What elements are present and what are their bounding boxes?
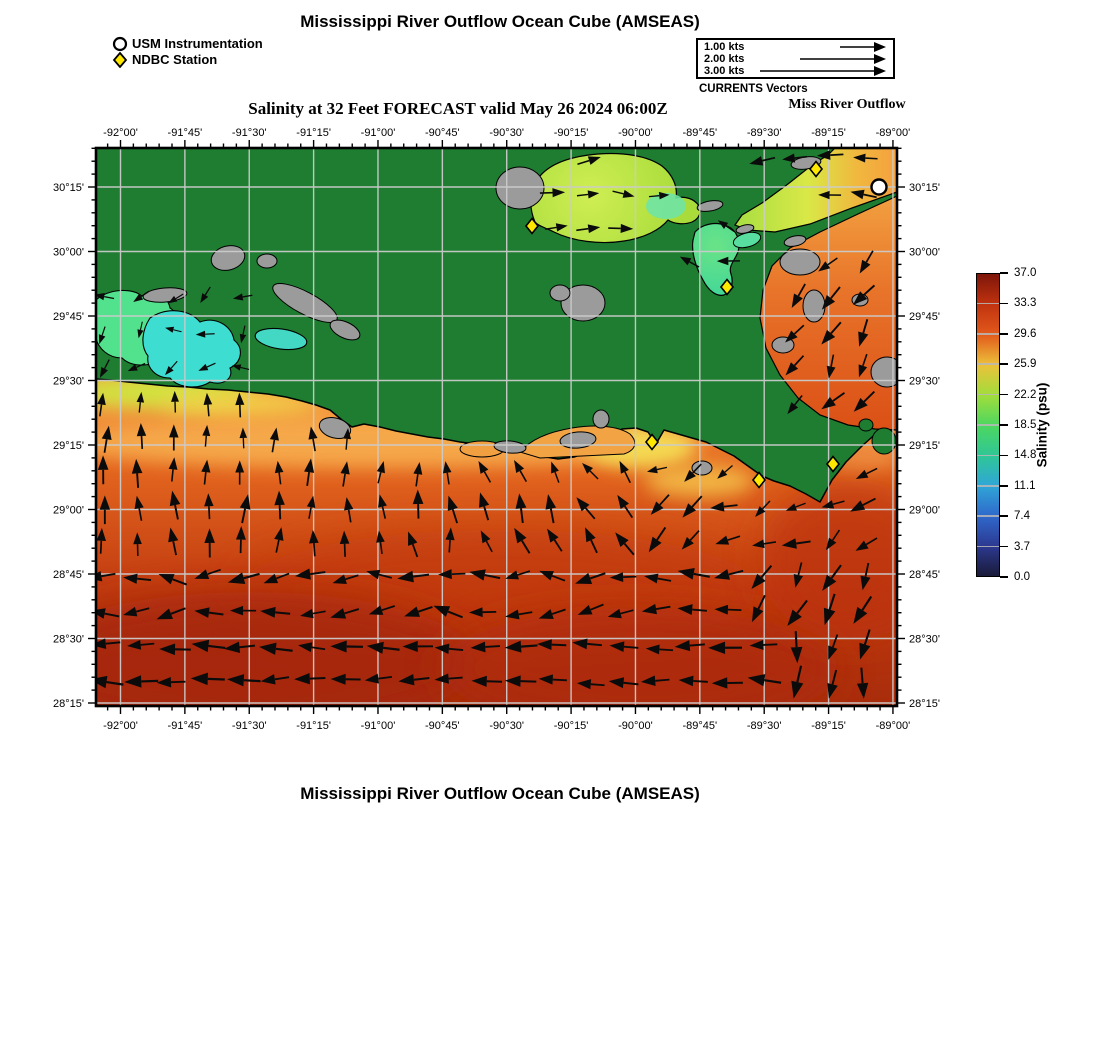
lon-tick-label: -90°45' — [425, 127, 460, 139]
lon-tick-label: -89°00' — [875, 127, 911, 139]
lon-tick-label: -91°30' — [231, 720, 267, 732]
colorbar-tick-label: 3.7 — [1014, 540, 1030, 553]
lat-tick-label: 29°00' — [53, 504, 84, 517]
colorbar-gridline — [977, 546, 999, 548]
colorbar-tick-label: 0.0 — [1014, 571, 1030, 583]
colorbar-gridline — [977, 455, 999, 457]
lon-tick-label: -90°00' — [618, 720, 653, 732]
lon-tick-label: -91°45' — [167, 127, 203, 139]
lon-tick-label: -89°45' — [682, 127, 718, 139]
lon-tick-label: -92°00' — [103, 720, 138, 732]
colorbar-gridline — [977, 303, 999, 305]
usm-instrument-marker — [872, 180, 887, 195]
lat-tick-label: 29°45' — [53, 311, 84, 323]
lat-tick-label: 30°00' — [53, 246, 84, 259]
lon-tick-label: -90°15' — [553, 127, 589, 139]
colorbar-tick-label: 18.5 — [1014, 419, 1037, 431]
colorbar-tick — [1000, 272, 1008, 274]
colorbar-tick-label: 7.4 — [1014, 510, 1030, 523]
lon-tick-label: -89°45' — [682, 720, 718, 732]
vector-scale-label: 1.00 kts — [704, 41, 745, 53]
colorbar-gridline — [977, 363, 999, 365]
lon-tick-label: -90°00' — [618, 127, 653, 139]
lon-tick-label: -90°30' — [489, 127, 525, 139]
lon-tick-label: -89°30' — [746, 127, 782, 139]
gray-waterbody — [593, 410, 609, 428]
colorbar-gridline — [977, 515, 999, 517]
lat-tick-label: 29°15' — [909, 440, 940, 452]
colorbar-tick — [1000, 303, 1008, 305]
vector-scale-label: 3.00 kts — [704, 65, 745, 77]
colorbar-tick-label: 25.9 — [1014, 358, 1037, 371]
lon-tick-label: -92°00' — [103, 127, 138, 139]
vector-scale-label: 2.00 kts — [704, 53, 745, 65]
lon-tick-label: -90°45' — [425, 720, 460, 732]
lon-tick-label: -89°15' — [811, 127, 846, 139]
gray-waterbody — [780, 249, 820, 275]
colorbar-tick-label: 14.8 — [1014, 449, 1037, 462]
gray-waterbody — [692, 461, 712, 475]
colorbar-tick — [1000, 363, 1008, 365]
lat-tick-label: 29°30' — [53, 375, 84, 388]
lat-tick-label: 28°30' — [909, 633, 940, 646]
colorbar-tick-label: 22.2 — [1014, 388, 1037, 401]
forecast-subtitle: Salinity at 32 Feet FORECAST valid May 26 2024 06:00Z — [248, 99, 668, 118]
lat-tick-label: 30°15' — [53, 182, 84, 194]
lat-tick-label: 28°45' — [909, 569, 940, 581]
lon-tick-label: -90°15' — [553, 720, 589, 732]
colorbar-tick-label: 11.1 — [1014, 479, 1036, 492]
gray-waterbody — [257, 254, 277, 268]
colorbar-gridline — [977, 424, 999, 426]
colorbar-tick — [1000, 576, 1008, 578]
colorbar-tick — [1000, 394, 1008, 396]
gray-waterbody — [803, 290, 825, 322]
lon-tick-label: -89°15' — [811, 720, 846, 732]
colorbar-tick — [1000, 546, 1008, 548]
colorbar-gridline — [977, 333, 999, 335]
lon-tick-label: -91°30' — [231, 127, 267, 139]
map-content — [20, 148, 940, 732]
lon-tick-label: -91°15' — [296, 127, 331, 139]
gray-waterbody — [550, 285, 570, 301]
region-label: Miss River Outflow — [788, 97, 906, 112]
gray-waterbody — [496, 167, 544, 209]
colorbar-gridline — [977, 485, 999, 487]
colorbar-gridline — [977, 394, 999, 396]
colorbar-tick — [1000, 333, 1008, 335]
lat-tick-label: 28°15' — [53, 698, 84, 710]
colorbar-tick — [1000, 485, 1008, 487]
colorbar-tick-label: 33.3 — [1014, 297, 1037, 310]
lon-tick-label: -91°00' — [360, 720, 396, 732]
colorbar-axis-label: Salinity (psu) — [1034, 382, 1050, 468]
lat-tick-label: 28°15' — [909, 698, 940, 710]
page-title: Mississippi River Outflow Ocean Cube (AMSEAS) — [300, 12, 700, 31]
usm-legend-label: USM Instrumentation — [132, 36, 263, 51]
lat-tick-label: 28°30' — [53, 633, 84, 646]
lat-tick-label: 30°15' — [909, 182, 940, 194]
lon-tick-label: -89°30' — [746, 720, 782, 732]
colorbar-tick-label: 37.0 — [1014, 267, 1037, 279]
ndbc-legend-label: NDBC Station — [132, 52, 218, 67]
lat-tick-label: 29°45' — [909, 311, 940, 323]
colorbar-tick — [1000, 515, 1008, 517]
lat-tick-label: 29°30' — [909, 375, 940, 388]
lon-tick-label: -89°00' — [875, 720, 911, 732]
lat-tick-label: 28°45' — [53, 569, 84, 581]
colorbar-tick — [1000, 424, 1008, 426]
lon-tick-label: -91°15' — [296, 720, 331, 732]
colorbar-tick-label: 29.6 — [1014, 327, 1037, 340]
lat-tick-label: 29°00' — [909, 504, 940, 517]
bottom-title: Mississippi River Outflow Ocean Cube (AMSEAS) — [300, 784, 700, 803]
colorbar-tick — [1000, 455, 1008, 457]
lon-tick-label: -90°30' — [489, 720, 525, 732]
currents-vectors-label: CURRENTS Vectors — [699, 83, 808, 95]
lon-tick-label: -91°45' — [167, 720, 203, 732]
lon-tick-label: -91°00' — [360, 127, 396, 139]
lat-tick-label: 29°15' — [53, 440, 84, 452]
lat-tick-label: 30°00' — [909, 246, 940, 259]
